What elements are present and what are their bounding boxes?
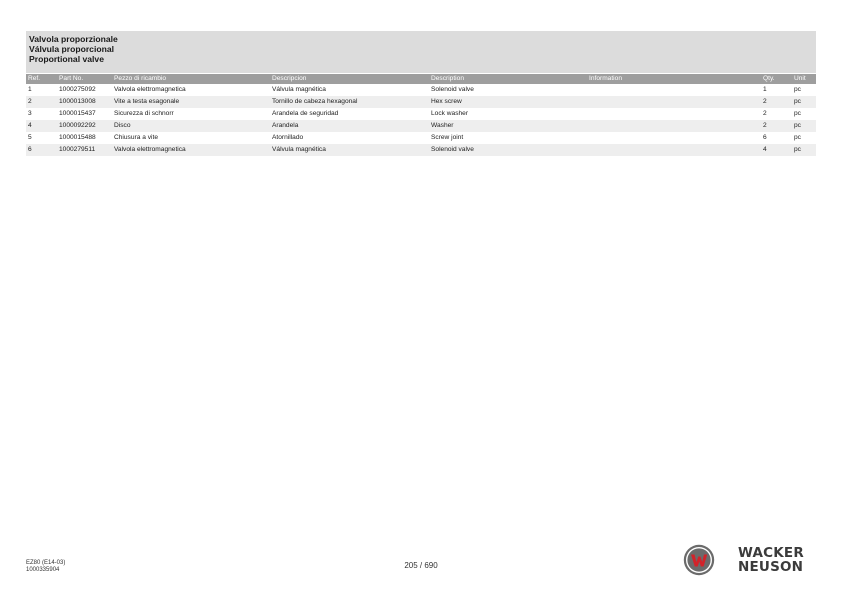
cell-part-no: 1000275092 (59, 86, 96, 93)
cell-qty: 2 (763, 110, 767, 117)
header-ref: Ref. (26, 74, 57, 84)
section-title-box (26, 31, 816, 73)
footer-model: EZ80 (E14-03) (26, 560, 66, 566)
cell-qty: 1 (763, 86, 767, 93)
cell-part-no: 1000015488 (59, 134, 96, 141)
cell-descripcion: Válvula magnética (272, 86, 326, 93)
cell-unit: pc (794, 134, 801, 141)
cell-unit: pc (792, 96, 816, 108)
header-unit: Unit (792, 74, 816, 84)
table-row (26, 132, 816, 144)
parts-table (26, 74, 816, 156)
table-row (26, 108, 816, 120)
cell-information (587, 120, 761, 132)
cell-qty: 6 (763, 134, 767, 141)
header-description: Description (429, 74, 587, 84)
cell-pezzo: Valvola elettromagnetica (114, 86, 186, 93)
cell-unit: pc (792, 144, 816, 156)
cell-unit: pc (794, 110, 801, 117)
header-pezzo: Pezzo di ricambio (112, 74, 270, 84)
cell-ref: 1 (28, 86, 32, 93)
cell-qty: 2 (761, 120, 792, 132)
cell-information (587, 132, 761, 144)
header-qty: Qty. (761, 74, 792, 84)
cell-part-no: 1000013008 (57, 96, 112, 108)
header-information: Information (587, 74, 761, 84)
cell-description: Hex screw (429, 96, 587, 108)
title-english: Proportional valve (29, 54, 104, 64)
cell-pezzo: Valvola elettromagnetica (112, 144, 270, 156)
page-number: 205 / 690 (404, 561, 438, 570)
footer-doc-number: 1000335904 (26, 567, 60, 573)
cell-ref: 5 (28, 134, 32, 141)
cell-description: Solenoid valve (431, 86, 474, 93)
title-spanish: Válvula proporcional (29, 44, 115, 54)
cell-ref: 2 (26, 96, 57, 108)
wacker-neuson-w-emblem-icon (683, 544, 715, 576)
header-part-no: Part No. (57, 74, 112, 84)
cell-description: Lock washer (431, 110, 469, 117)
logo-word-neuson: NEUSON (738, 559, 804, 575)
cell-descripcion: Arandela de seguridad (272, 110, 339, 117)
cell-part-no: 1000279511 (57, 144, 112, 156)
cell-information (587, 108, 761, 120)
cell-information (587, 144, 761, 156)
cell-part-no: 1000092292 (57, 120, 112, 132)
cell-description: Solenoid valve (429, 144, 587, 156)
cell-ref: 6 (26, 144, 57, 156)
title-italian: Valvola proporzionale (29, 34, 118, 44)
cell-description: Washer (429, 120, 587, 132)
table-row (26, 120, 816, 132)
cell-descripcion: Tornillo de cabeza hexagonal (270, 96, 429, 108)
cell-descripcion: Arandela (270, 120, 429, 132)
cell-pezzo: Disco (112, 120, 270, 132)
cell-pezzo: Sicurezza di schnorr (114, 110, 174, 117)
cell-descripcion: Atornillado (272, 134, 304, 141)
cell-ref: 4 (26, 120, 57, 132)
cell-pezzo: Vite a testa esagonale (112, 96, 270, 108)
cell-qty: 2 (761, 96, 792, 108)
cell-descripcion: Válvula magnética (270, 144, 429, 156)
cell-information (587, 84, 761, 96)
cell-unit: pc (792, 120, 816, 132)
table-row (26, 96, 816, 108)
cell-unit: pc (794, 86, 801, 93)
table-row (26, 144, 816, 156)
header-descripcion: Descripcion (270, 74, 429, 84)
table-row (26, 84, 816, 96)
cell-information (587, 96, 761, 108)
cell-pezzo: Chiusura a vite (114, 134, 158, 141)
cell-qty: 4 (761, 144, 792, 156)
cell-part-no: 1000015437 (59, 110, 96, 117)
cell-description: Screw joint (431, 134, 464, 141)
table-header-row (26, 74, 816, 84)
logo-word-wacker: WACKER (738, 545, 804, 561)
cell-ref: 3 (28, 110, 32, 117)
